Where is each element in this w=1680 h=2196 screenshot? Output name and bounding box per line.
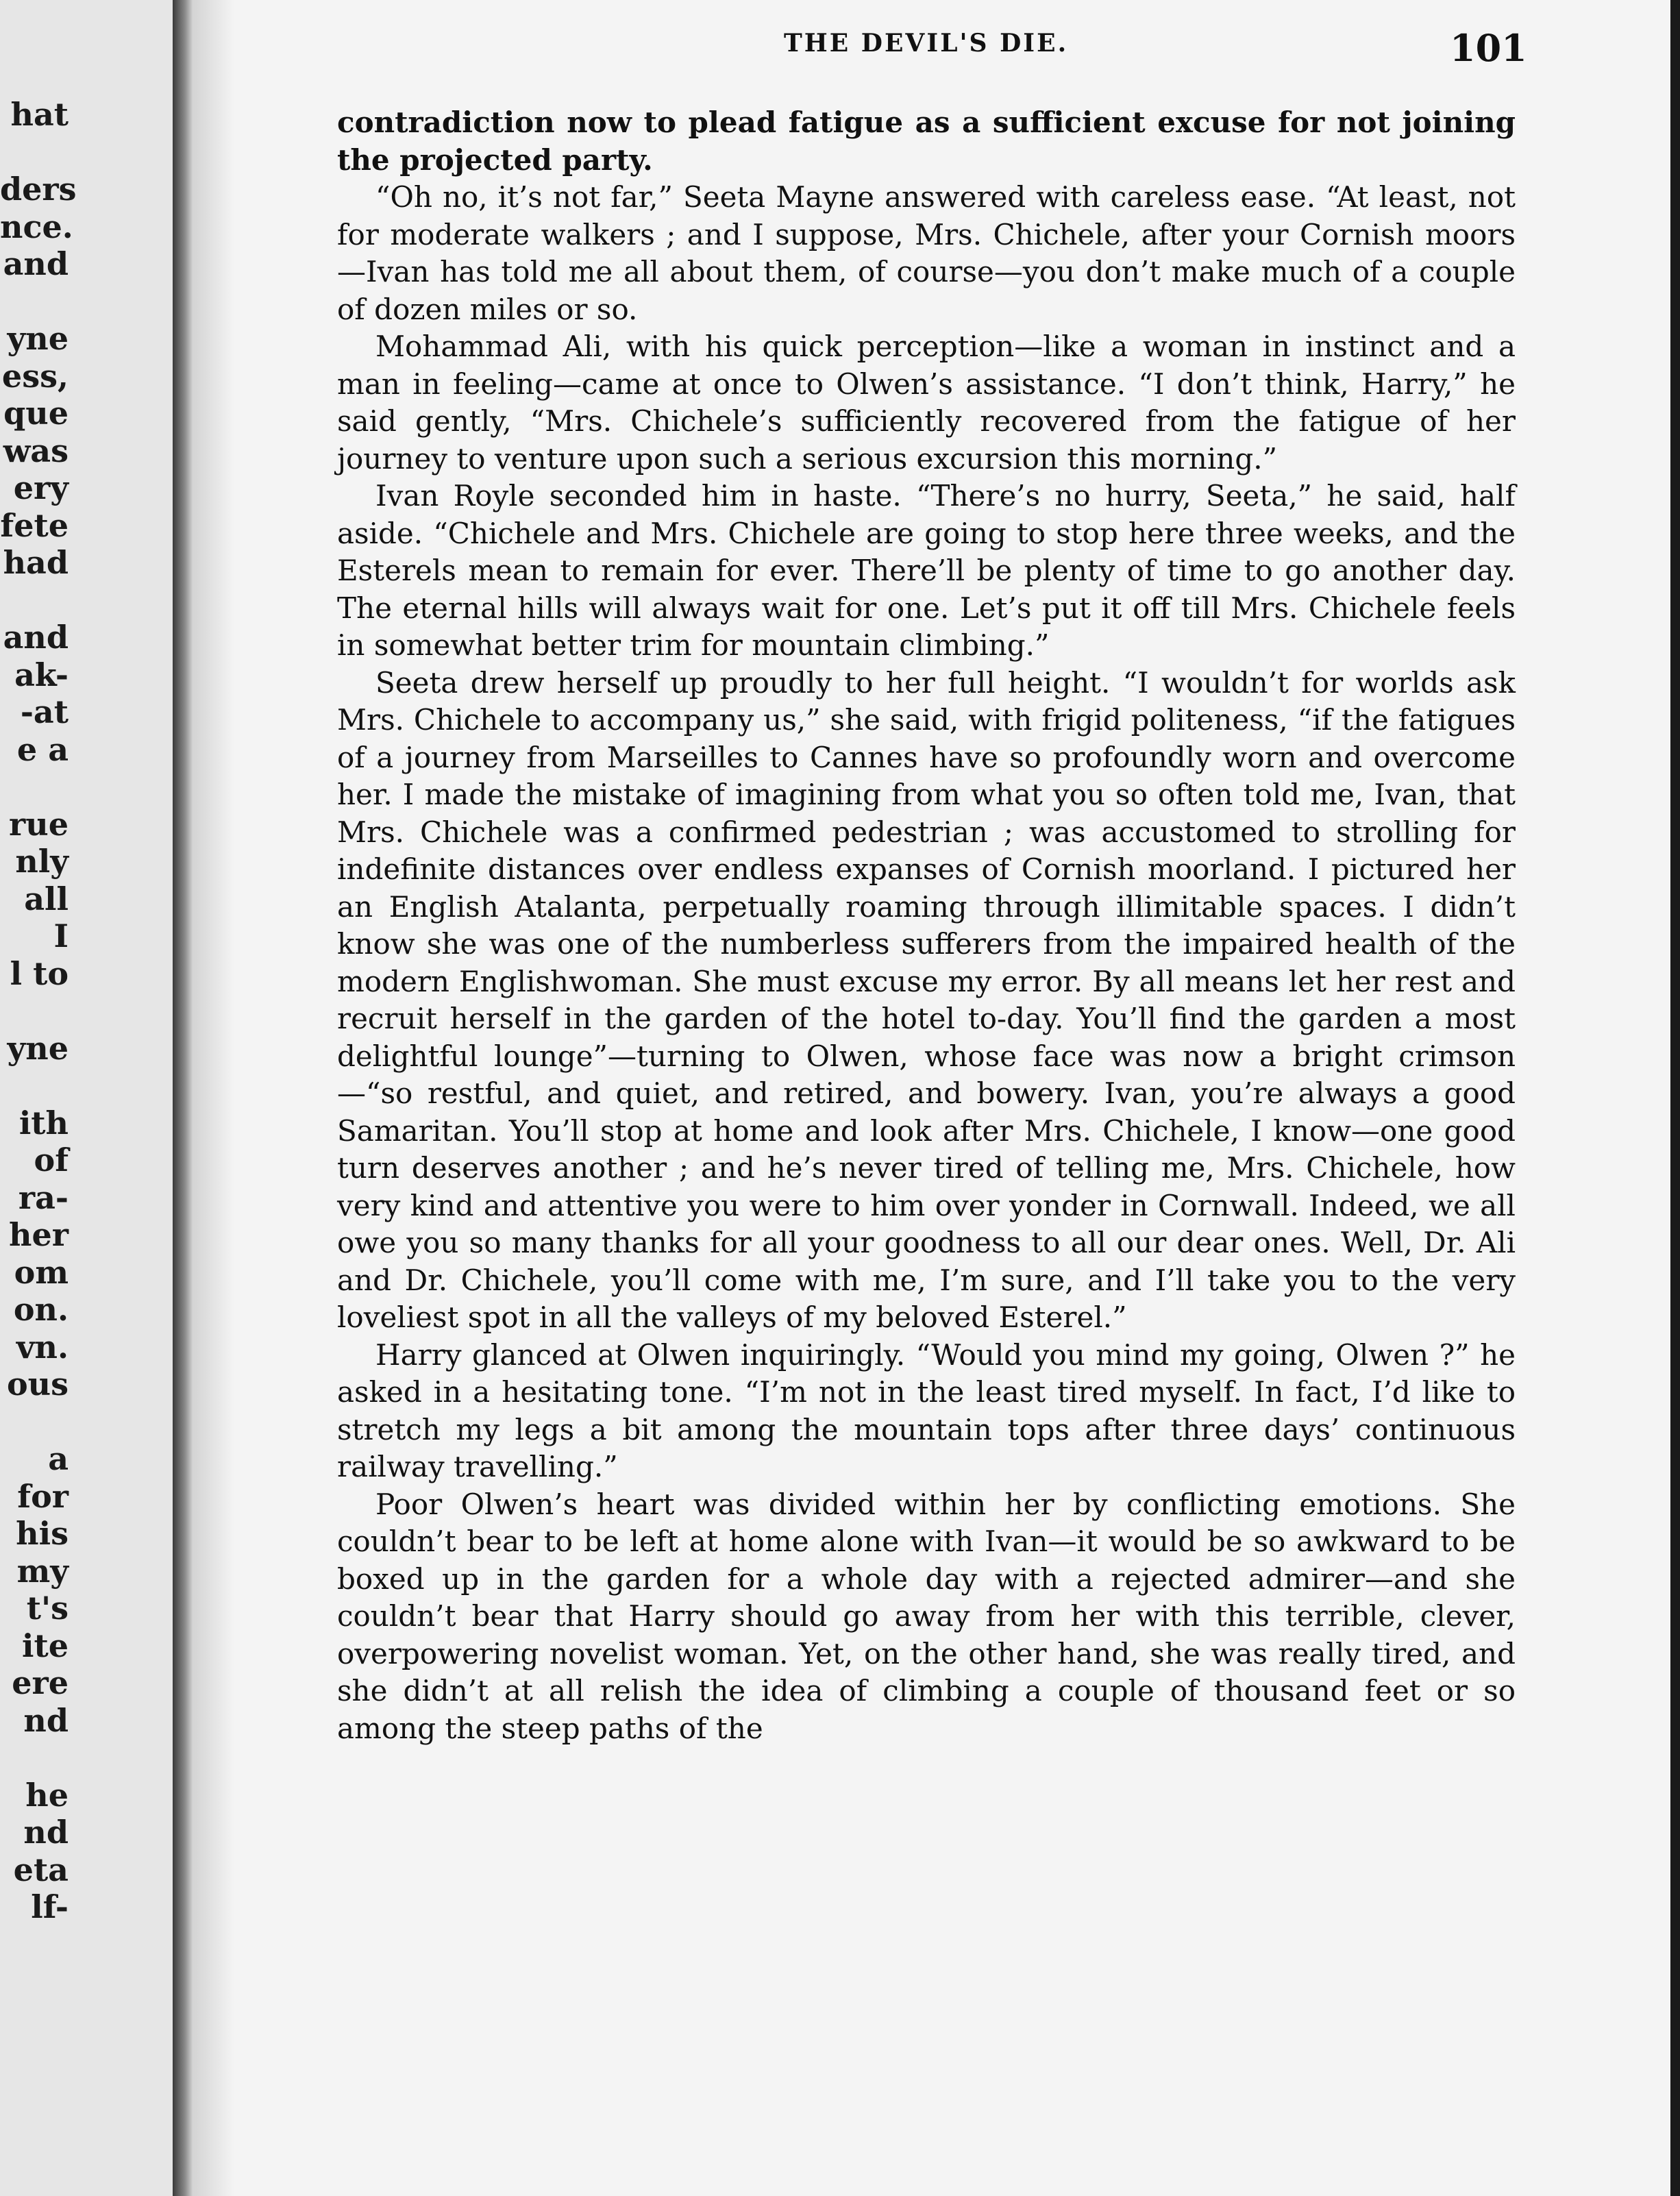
facing-page-line-fragment bbox=[0, 283, 69, 321]
facing-page-line-fragment: fete bbox=[0, 506, 69, 544]
facing-page-line-fragment: on. bbox=[13, 1291, 69, 1328]
running-head: THE DEVIL'S DIE. bbox=[784, 29, 1069, 58]
facing-page-line-fragment: I bbox=[53, 917, 69, 954]
page-right-edge bbox=[1670, 0, 1680, 2196]
facing-page-line-fragment: nd bbox=[23, 1814, 69, 1851]
facing-page-line-fragment: his bbox=[16, 1515, 69, 1552]
facing-page-line-fragment: lf- bbox=[31, 1888, 69, 1925]
page-number: 101 bbox=[1450, 26, 1527, 70]
facing-page-line-fragment: and bbox=[3, 619, 69, 656]
facing-page-line-fragment: ess, bbox=[1, 357, 69, 395]
facing-page-line-fragment bbox=[0, 1067, 69, 1105]
paragraph: “Oh no, it’s not far,” Seeta Mayne answered with careless ease. “At least, not for moderate walkers ; and I suppose, Mrs. Chichele, after your Cornish moors—Ivan has told me all about them, of course—you don’t make much of a couple of dozen miles or so. bbox=[337, 180, 1516, 326]
facing-page-line-fragment: ith bbox=[18, 1104, 69, 1142]
facing-page-line-fragment bbox=[0, 1739, 69, 1777]
book-gutter-shadow bbox=[173, 0, 193, 2196]
facing-page-fragments bbox=[0, 96, 77, 1926]
facing-page-line-fragment: a bbox=[48, 1440, 69, 1477]
facing-page-line-fragment: ders bbox=[0, 171, 77, 208]
facing-page-line-fragment: nce. bbox=[0, 208, 73, 245]
facing-page-line-fragment: rue bbox=[9, 805, 69, 843]
paragraph: Ivan Royle seconded him in haste. “There’s no hurry, Seeta,” he said, half aside. “Chichele and Mrs. Chichele are going to stop here three weeks, and the Esterels mean to remain for ever. There’ll be plenty of time to go another day. The eternal hills will always wait for one. Let’s put it off till Mrs. Chichele feels in somewhat better trim for mountain climbing.” bbox=[337, 479, 1516, 662]
paragraph: Poor Olwen’s heart was divided within her by conflicting emotions. She couldn’t bear to be left at home alone with Ivan—it would be so awkward to be boxed up in the garden for a whole day with a rejected admirer—and she couldn’t bear that Harry should go away from her with this terrible, clever, overpowering novelist woman. Yet, on the other hand, she was really tired, and she didn’t at all relish the idea of climbing a couple of thousand feet or so among the steep paths of the bbox=[337, 1487, 1516, 1745]
facing-page-line-fragment: hat bbox=[10, 96, 69, 133]
facing-page-line-fragment: que bbox=[3, 395, 69, 432]
facing-page-line-fragment bbox=[0, 582, 69, 619]
facing-page-line-fragment: nd bbox=[23, 1701, 69, 1739]
facing-page-line-fragment: -at bbox=[20, 693, 69, 730]
facing-page-line-fragment: and bbox=[3, 245, 69, 282]
facing-page-line-fragment: ous bbox=[6, 1366, 69, 1403]
facing-page-line-fragment: her bbox=[9, 1216, 69, 1253]
facing-page-line-fragment: ere bbox=[12, 1664, 69, 1701]
paragraph-continuation: contradiction now to plead fatigue as a sufficient excuse for not joining the projected party. bbox=[337, 106, 1516, 177]
facing-page-line-fragment: e a bbox=[16, 730, 69, 768]
facing-page-line-fragment: eta bbox=[13, 1851, 69, 1888]
facing-page-line-fragment: yne bbox=[7, 1029, 69, 1067]
facing-page-line-fragment bbox=[0, 768, 69, 806]
facing-page-line-fragment: ery bbox=[13, 469, 69, 506]
facing-page-line-fragment: t's bbox=[26, 1590, 69, 1627]
facing-page-line-fragment: ra- bbox=[18, 1179, 69, 1216]
facing-page-line-fragment: all bbox=[24, 880, 69, 917]
facing-page-line-fragment: for bbox=[17, 1477, 69, 1515]
facing-page-line-fragment bbox=[0, 992, 69, 1030]
paragraph: Harry glanced at Olwen inquiringly. “Would you mind my going, Olwen ?” he asked in a hesitating tone. “I’m not in the least tired myself. In fact, I’d like to stretch my legs a bit among the mountain tops after three days’ continuous railway travelling.” bbox=[337, 1337, 1516, 1483]
facing-page-line-fragment: ite bbox=[22, 1627, 69, 1664]
facing-page-line-fragment: had bbox=[3, 544, 69, 581]
facing-page-line-fragment: my bbox=[16, 1552, 69, 1590]
paragraph: Seeta drew herself up proudly to her full height. “I wouldn’t for worlds ask Mrs. Chichele to accompany us,” she said, with frigid politeness, “if the fatigues of a journey from Marseilles to Cannes have so profoundly worn and overcome her. I made the mistake of imagining from what you so often told me, Ivan, that Mrs. Chichele was a confirmed pedestrian ; was accustomed to strolling for indefinite distances over endless expanses of Cornish moorland. I pictured her an English Atalanta, perpetually roaming through illimitable spaces. I didn’t know she was one of the numberless sufferers from the impaired health of the modern Englishwoman. She must excuse my error. By all means let her rest and recruit herself in the garden of the hotel to-day. You’ll find the garden a most delightful lounge”—turning to Olwen, whose face was now a bright crimson—“so restful, and quiet, and retired, and bowery. Ivan, you’re always a good Samaritan. You’ll stop at home and look after Mrs. Chichele, I know—one good turn deserves another ; and he’s never tired of telling me, Mrs. Chichele, how very kind and attentive you were to him over yonder in Cornwall. Indeed, we all owe you so many thanks for all your goodness to all our dear ones. Well, Dr. Ali and Dr. Chichele, you’ll come with me, I’m sure, and I’ll take you to the very loveliest spot in all the valleys of my beloved Esterel.” bbox=[337, 665, 1516, 1334]
facing-page-line-fragment: nly bbox=[15, 843, 69, 880]
paragraph: Mohammad Ali, with his quick perception—like a woman in instinct and a man in feeling—came at once to Olwen’s assistance. “I don’t think, Harry,” he said gently, “Mrs. Chichele’s sufficiently recovered from the fatigue of her journey to venture upon such a serious excursion this morning.” bbox=[337, 330, 1516, 476]
body-text bbox=[337, 104, 1516, 1747]
facing-page-line-fragment: he bbox=[25, 1776, 69, 1814]
facing-page-line-fragment: l to bbox=[10, 954, 69, 992]
facing-page-line-fragment bbox=[0, 1403, 69, 1441]
facing-page-line-fragment bbox=[0, 134, 69, 171]
facing-page-line-fragment: of bbox=[34, 1142, 69, 1179]
facing-page-line-fragment: yne bbox=[7, 320, 69, 357]
facing-page-line-fragment: ak- bbox=[14, 656, 69, 693]
facing-page-line-fragment: om bbox=[14, 1253, 69, 1291]
facing-page-edge bbox=[0, 0, 173, 2196]
facing-page-line-fragment: was bbox=[3, 432, 69, 469]
book-gutter-highlight bbox=[193, 0, 234, 2196]
facing-page-line-fragment: vn. bbox=[16, 1328, 69, 1366]
